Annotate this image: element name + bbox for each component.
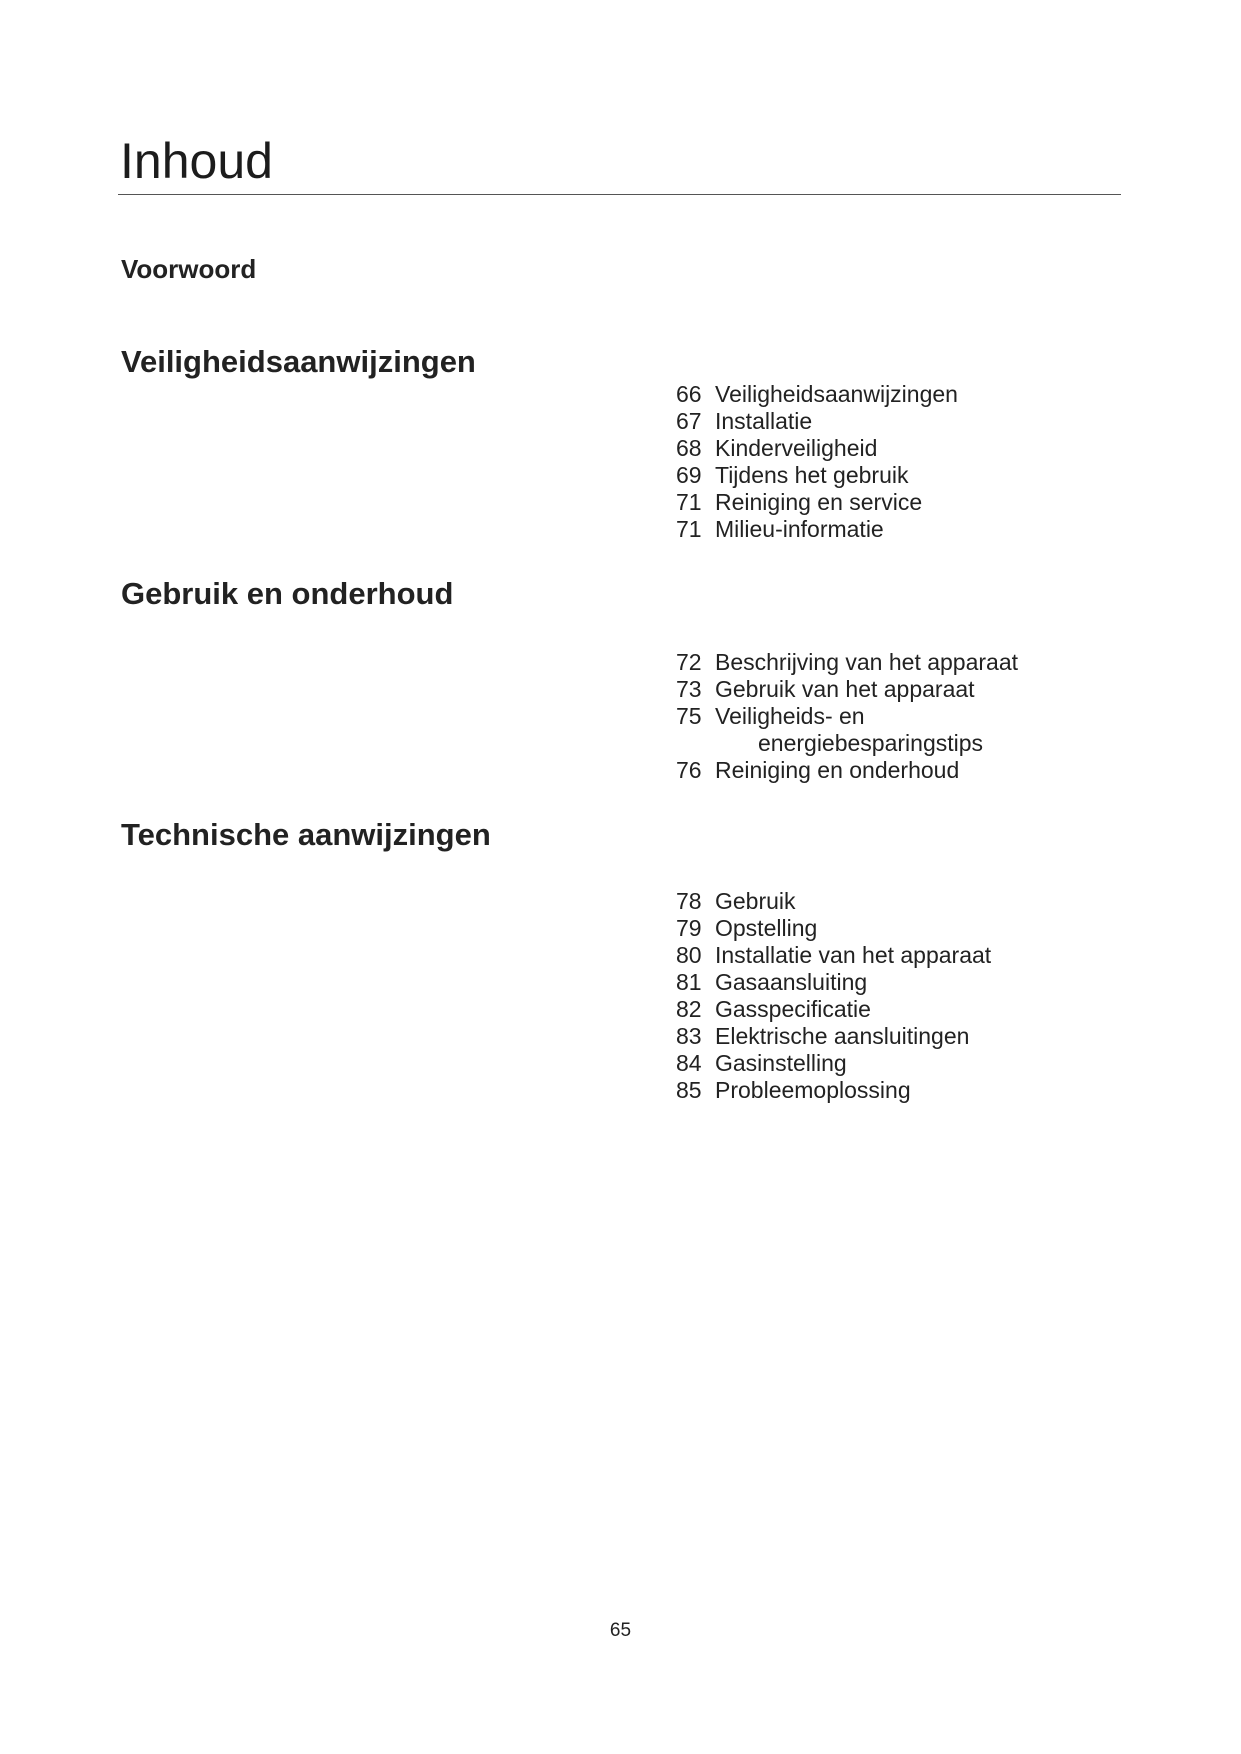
toc-list-safety — [676, 381, 958, 543]
toc-entry[interactable] — [676, 1077, 991, 1104]
toc-page-number: 69 — [676, 462, 702, 488]
toc-entry-label: Gasspecificatie — [715, 996, 871, 1022]
toc-entry[interactable] — [676, 888, 991, 915]
toc-entry-label-wrapped — [715, 703, 983, 757]
toc-list-usage — [676, 649, 1018, 784]
toc-entry-label: Reiniging en service — [715, 489, 923, 515]
toc-entry-label: Gebruik van het apparaat — [715, 676, 975, 702]
toc-entry[interactable] — [676, 435, 958, 462]
toc-entry-label: Tijdens het gebruik — [715, 462, 909, 488]
toc-page-number: 79 — [676, 915, 702, 941]
toc-entry[interactable] — [676, 649, 1018, 676]
toc-entry-label: Probleemoplossing — [715, 1077, 911, 1103]
toc-entry-label: Beschrijving van het apparaat — [715, 649, 1019, 675]
section-heading-usage: Gebruik en onderhoud — [121, 576, 454, 611]
toc-entry[interactable] — [676, 969, 991, 996]
page-number: 65 — [609, 1620, 632, 1641]
toc-page-number: 76 — [676, 757, 702, 783]
toc-page-number: 66 — [676, 381, 702, 407]
toc-entry[interactable] — [676, 489, 958, 516]
toc-page-number: 78 — [676, 888, 702, 914]
toc-entry-label: Installatie van het apparaat — [715, 942, 992, 968]
toc-page-number: 75 — [676, 703, 702, 729]
toc-entry-label: Gebruik — [715, 888, 796, 914]
toc-entry[interactable] — [676, 516, 958, 543]
toc-page-number: 71 — [676, 516, 702, 542]
toc-entry-label-continuation: energiebesparingstips — [758, 730, 984, 756]
toc-entry[interactable] — [676, 462, 958, 489]
toc-entry[interactable] — [676, 381, 958, 408]
section-heading-safety: Veiligheidsaanwijzingen — [121, 344, 476, 379]
toc-entry-label: Gasinstelling — [715, 1050, 847, 1076]
section-heading-voorwoord: Voorwoord — [121, 254, 257, 284]
toc-entry[interactable] — [676, 996, 991, 1023]
toc-entry[interactable] — [676, 676, 1018, 703]
toc-entry[interactable] — [676, 703, 1018, 757]
page-title: Inhoud — [120, 133, 273, 189]
toc-page-number: 80 — [676, 942, 702, 968]
toc-entry-label: Milieu-informatie — [715, 516, 884, 542]
toc-entry-label: Opstelling — [715, 915, 818, 941]
toc-page-number: 68 — [676, 435, 702, 461]
toc-entry-label: Elektrische aansluitingen — [715, 1023, 970, 1049]
toc-page-number: 73 — [676, 676, 702, 702]
toc-entry[interactable] — [676, 1050, 991, 1077]
toc-page-number: 85 — [676, 1077, 702, 1103]
toc-page-number: 82 — [676, 996, 702, 1022]
toc-page-number: 83 — [676, 1023, 702, 1049]
title-divider — [118, 194, 1121, 195]
toc-entry[interactable] — [676, 1023, 991, 1050]
toc-entry-label: Veiligheids- en — [715, 703, 865, 729]
toc-entry-label: Kinderveiligheid — [715, 435, 878, 461]
toc-page-number: 67 — [676, 408, 702, 434]
toc-entry[interactable] — [676, 408, 958, 435]
section-heading-technical: Technische aanwijzingen — [121, 817, 491, 852]
toc-entry-label: Installatie — [715, 408, 813, 434]
toc-page-number: 81 — [676, 969, 702, 995]
toc-entry-label: Reiniging en onderhoud — [715, 757, 960, 783]
toc-entry[interactable] — [676, 915, 991, 942]
toc-entry-label: Veiligheidsaanwijzingen — [715, 381, 958, 407]
toc-entry[interactable] — [676, 757, 1018, 784]
toc-entry[interactable] — [676, 942, 991, 969]
toc-page-number: 84 — [676, 1050, 702, 1076]
toc-page-number: 71 — [676, 489, 702, 515]
toc-list-technical — [676, 888, 991, 1104]
toc-page-number: 72 — [676, 649, 702, 675]
toc-entry-label: Gasaansluiting — [715, 969, 868, 995]
